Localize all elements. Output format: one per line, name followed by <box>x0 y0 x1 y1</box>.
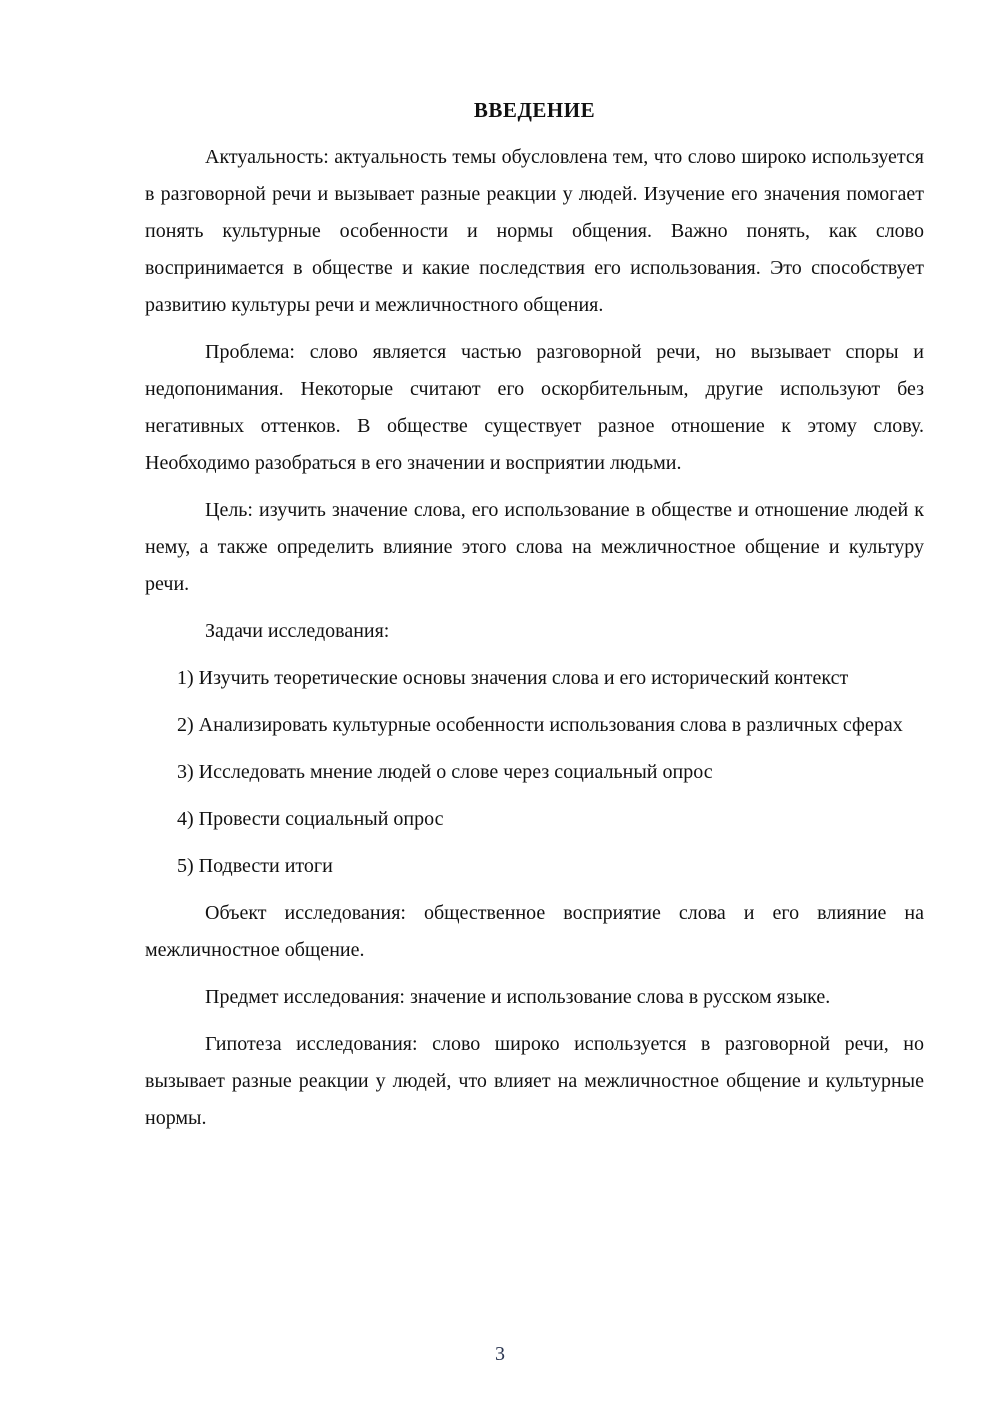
paragraph-problem: Проблема: слово является частью разговорной речи, но вызывает споры и недопонимания. Некоторые считают его оскорбительным, другие используют без негативных оттенков. В обществе существует разное отношение к этому слову. Необходимо разобраться в его значении и восприятии людьми. <box>145 341 924 474</box>
paragraph-goal: Цель: изучить значение слова, его использование в обществе и отношение людей к нему, а также определить влияние этого слова на межличностное общение и культуру речи. <box>145 499 924 595</box>
tasks-heading: Задачи исследования: <box>205 620 390 642</box>
page-title: ВВЕДЕНИЕ <box>473 98 596 122</box>
task-item-1: 1) Изучить теоретические основы значения слова и его исторический контекст <box>177 667 849 689</box>
paragraph-subject: Предмет исследования: значение и использование слова в русском языке. <box>205 986 831 1008</box>
task-item-5: 5) Подвести итоги <box>177 855 333 877</box>
task-item-3: 3) Исследовать мнение людей о слове через социальный опрос <box>177 761 713 783</box>
paragraph-object: Объект исследования: общественное восприятие слова и его влияние на межличностное общение. <box>145 902 924 961</box>
task-item-4: 4) Провести социальный опрос <box>177 808 444 830</box>
paragraph-hypothesis: Гипотеза исследования: слово широко используется в разговорной речи, но вызывает разные реакции у людей, что влияет на межличностное общение и культурные нормы. <box>145 1033 924 1129</box>
task-item-2: 2) Анализировать культурные особенности использования слова в различных сферах <box>177 714 903 736</box>
page-number: 3 <box>495 1343 505 1365</box>
paragraph-relevance: Актуальность: актуальность темы обусловлена тем, что слово широко используется в разговорной речи и вызывает разные реакции у людей. Изучение его значения помогает понять культурные особенности и нормы общения. Важно понять, как слово воспринимается в обществе и какие последствия его использования. Это способствует развитию культуры речи и межличностного общения. <box>145 146 924 316</box>
